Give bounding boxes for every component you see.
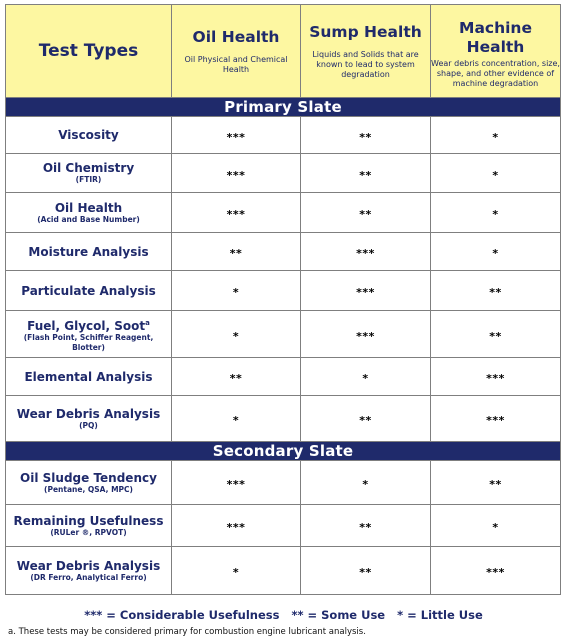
machine-rating-cell: [431, 396, 561, 442]
secondary-slate-label: Secondary Slate: [6, 442, 561, 461]
oil-rating: ***: [226, 478, 246, 491]
machine-rating-cell: [431, 311, 561, 358]
test-name: Oil Sludge Tendency: [20, 470, 157, 485]
machine-rating: *: [492, 247, 499, 260]
oil-rating-cell: [172, 358, 301, 396]
oil-rating: ***: [226, 521, 246, 534]
table-row: [6, 271, 561, 311]
test-name-cell: [6, 505, 172, 547]
test-method: (PQ): [79, 420, 98, 430]
sump-rating-cell: [301, 461, 431, 505]
test-name: Remaining Usefulness: [13, 513, 164, 528]
machine-rating: *: [492, 168, 499, 182]
secondary-slate-row: [6, 442, 561, 461]
machine-rating: *: [492, 521, 499, 534]
machine-rating-cell: [431, 547, 561, 595]
oil-rating-cell: [172, 233, 301, 271]
test-name-cell: [6, 117, 172, 154]
table-row: [6, 193, 561, 233]
table-row: [6, 117, 561, 154]
test-name: Viscosity: [58, 128, 119, 142]
oil-rating: *: [232, 329, 240, 343]
oil-rating-cell: [172, 461, 301, 505]
table-row: [6, 547, 561, 595]
test-name: Wear Debris Analysis: [16, 406, 161, 421]
table-row: [6, 461, 561, 505]
sump-rating-cell: [301, 154, 431, 193]
sump-rating-cell: [301, 193, 431, 233]
sump-rating: **: [359, 130, 372, 144]
sump-rating: *: [362, 372, 369, 385]
oil-rating: ***: [226, 208, 246, 221]
machine-rating: ***: [486, 414, 505, 427]
machine-rating-cell: [431, 193, 561, 233]
test-name-cell: [6, 547, 172, 595]
sump-rating-cell: [301, 505, 431, 547]
machine-rating-cell: [431, 271, 561, 311]
footnote-marker: a: [145, 318, 150, 327]
sump-rating-cell: [301, 358, 431, 396]
primary-slate-row: [6, 98, 561, 117]
test-name-cell: [6, 154, 172, 193]
sump-rating: **: [359, 521, 372, 534]
machine-rating: **: [489, 329, 502, 343]
test-name: Oil Health: [54, 200, 123, 215]
sump-rating-cell: [301, 233, 431, 271]
sump-rating: *: [362, 478, 369, 491]
legend: [0, 608, 567, 622]
oil-rating-cell: [172, 154, 301, 193]
machine-rating: **: [489, 478, 502, 491]
test-method: (Pentane, QSA, MPC): [44, 484, 133, 494]
machine-rating-cell: [431, 461, 561, 505]
machine-rating-cell: [431, 117, 561, 154]
sump-rating-cell: [301, 117, 431, 154]
sump-rating: ***: [356, 329, 375, 343]
oil-rating-cell: [172, 396, 301, 442]
test-name: Wear Debris Analysis: [16, 558, 161, 573]
test-name-cell: [6, 233, 172, 271]
sump-rating: **: [359, 566, 372, 579]
oil-rating-cell: [172, 547, 301, 595]
sump-rating: **: [359, 208, 372, 221]
legend-little: * = Little Use: [397, 608, 483, 622]
oil-rating-cell: [172, 193, 301, 233]
column-header-machine-health: Machine Health Wear debris concentration, size, shape, and other evidence of machine degradation: [431, 5, 561, 98]
test-types-header: Test Types: [6, 5, 172, 98]
sump-rating-cell: [301, 311, 431, 358]
machine-rating-cell: [431, 505, 561, 547]
sump-rating-cell: [301, 396, 431, 442]
test-name-cell: [6, 461, 172, 505]
test-name-cell: [6, 193, 172, 233]
table-row: [6, 505, 561, 547]
sump-rating: **: [359, 168, 372, 182]
oil-rating: *: [232, 566, 240, 579]
machine-rating: ***: [486, 372, 505, 385]
sump-rating: ***: [356, 286, 375, 299]
sump-rating-cell: [301, 547, 431, 595]
legend-considerable: *** = Considerable Usefulness: [84, 608, 280, 622]
test-method: (FTIR): [75, 175, 102, 184]
test-method: (RULer ®, RPVOT): [50, 527, 127, 537]
test-name-cell: [6, 396, 172, 442]
test-method: (Flash Point, Schiffer Reagent, Blotter): [23, 332, 154, 352]
legend-some: ** = Some Use: [291, 608, 386, 622]
oil-rating: *: [232, 414, 240, 427]
sump-rating-cell: [301, 271, 431, 311]
table-row: [6, 154, 561, 193]
test-types-table: [5, 4, 561, 595]
table-row: [6, 358, 561, 396]
machine-rating-cell: [431, 358, 561, 396]
oil-rating: ***: [226, 168, 246, 182]
machine-rating: ***: [486, 566, 505, 579]
test-name-cell: [6, 271, 172, 311]
machine-rating: *: [492, 208, 499, 221]
oil-rating-cell: [172, 117, 301, 154]
test-method: (Acid and Base Number): [37, 214, 140, 224]
footnote: a. These tests may be considered primary for combustion engine lubricant analysis.: [8, 627, 366, 637]
machine-rating: **: [489, 286, 502, 299]
oil-rating-cell: [172, 505, 301, 547]
table-row: [6, 233, 561, 271]
primary-slate-label: Primary Slate: [6, 98, 561, 117]
machine-rating-cell: [431, 154, 561, 193]
test-name: Oil Chemistry: [42, 161, 135, 175]
test-name: Moisture Analysis: [28, 244, 149, 259]
sump-rating: **: [359, 414, 372, 427]
oil-rating: *: [232, 286, 240, 299]
oil-rating: ***: [226, 130, 246, 144]
column-header-sump-health: Sump Health Liquids and Solids that are known to lead to system degradation: [301, 5, 431, 98]
oil-rating: **: [229, 247, 243, 260]
test-name: Fuel, Glycol, Soot$^a$: [27, 318, 150, 333]
column-header-oil-health: Oil Health Oil Physical and Chemical Health: [172, 5, 301, 98]
table-row: [6, 311, 561, 358]
oil-rating: **: [229, 372, 243, 385]
oil-rating-cell: [172, 271, 301, 311]
test-name: Particulate Analysis: [21, 283, 156, 298]
machine-rating-cell: [431, 233, 561, 271]
sump-rating: ***: [356, 247, 375, 260]
test-method: (DR Ferro, Analytical Ferro): [30, 572, 147, 582]
table-header-row: [6, 5, 561, 98]
test-name-cell: [6, 358, 172, 396]
oil-rating-cell: [172, 311, 301, 358]
test-name-cell: [6, 311, 172, 358]
test-name: Elemental Analysis: [24, 369, 153, 384]
table-row: [6, 396, 561, 442]
machine-rating: *: [492, 130, 499, 144]
